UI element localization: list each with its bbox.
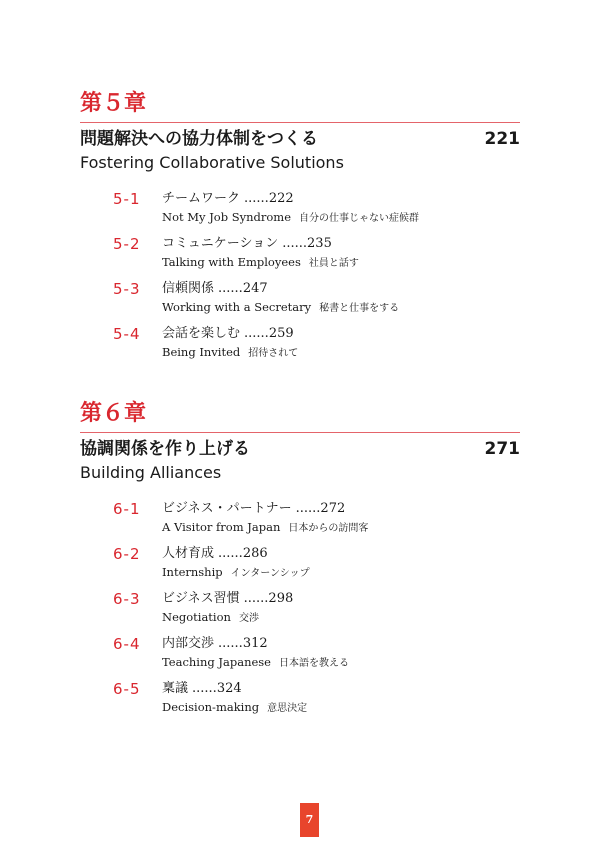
section-number: 6-4 [113, 635, 141, 653]
section-number: 6-3 [113, 590, 141, 608]
chapter-6 [80, 398, 520, 724]
chapter-title-jp: 協調関係を作り上げる [80, 439, 250, 459]
section-number: 5-3 [113, 280, 141, 298]
section-leader-dots: ...... [218, 546, 243, 561]
section-number: 5-1 [113, 190, 141, 208]
chapter-title-jp: 問題解決への協力体制をつくる [80, 129, 318, 149]
section-subtitle-jp: 意思決定 [267, 703, 308, 714]
section-title-jp: 会話を楽しむ [162, 326, 241, 341]
section-page-number: 298 [268, 591, 294, 606]
section-title-jp: 信頼関係 [162, 281, 215, 296]
section-leader-dots: ...... [243, 591, 269, 606]
section-subtitle-jp: インターンシップ [230, 568, 310, 579]
section-list [80, 189, 520, 369]
section-item [80, 634, 520, 679]
section-page-number: 286 [242, 546, 268, 561]
section-title-en: Decision-making [162, 700, 260, 714]
section-title-en: A Visitor from Japan [162, 520, 281, 534]
section-title-jp: ビジネス・パートナー [162, 501, 292, 516]
section-item [80, 279, 520, 324]
section-title-jp: チームワーク [162, 191, 241, 206]
chapter-title-en: Fostering Collaborative Solutions [80, 153, 344, 172]
chapter-label: 第６章 [80, 400, 147, 426]
section-item [80, 589, 520, 634]
section-title-en: Being Invited [162, 345, 241, 359]
section-item [80, 189, 520, 234]
section-title-en: Internship [162, 565, 223, 579]
section-number: 6-2 [113, 545, 141, 563]
section-page-number: 247 [242, 281, 268, 296]
section-title-en: Teaching Japanese [162, 655, 271, 669]
section-title-en: Not My Job Syndrome [162, 210, 292, 224]
section-page-number: 312 [242, 636, 268, 651]
chapter-divider [80, 432, 520, 433]
section-leader-dots: ...... [218, 636, 243, 651]
section-leader-dots: ...... [244, 191, 269, 206]
section-page-number: 222 [268, 191, 294, 206]
chapter-divider [80, 122, 520, 123]
section-page-number: 259 [268, 326, 294, 341]
chapter-page-number: 271 [484, 439, 520, 459]
section-number: 5-4 [113, 325, 141, 343]
section-leader-dots: ...... [295, 501, 321, 516]
chapter-label: 第５章 [80, 90, 147, 116]
section-number: 5-2 [113, 235, 141, 253]
section-subtitle-jp: 社員と話す [308, 258, 359, 269]
section-item [80, 679, 520, 724]
section-title-jp: 内部交渉 [162, 636, 215, 651]
section-subtitle-jp: 日本語を教える [279, 658, 349, 669]
section-page-number: 272 [320, 501, 346, 516]
section-item [80, 234, 520, 279]
section-title-jp: 人材育成 [162, 546, 215, 561]
section-subtitle-jp: 秘書と仕事をする [319, 303, 400, 314]
section-item [80, 499, 520, 544]
section-page-number: 324 [216, 681, 242, 696]
section-subtitle-jp: 自分の仕事じゃない症候群 [299, 213, 420, 224]
section-title-en: Working with a Secretary [162, 300, 312, 314]
section-number: 6-5 [113, 680, 141, 698]
section-title-jp: 稟議 [162, 681, 189, 696]
section-item [80, 324, 520, 369]
section-number: 6-1 [113, 500, 141, 518]
section-leader-dots: ...... [244, 326, 269, 341]
page-number-tab: 7 [300, 803, 319, 837]
chapter-heading-row [80, 126, 520, 152]
section-title-en: Talking with Employees [162, 255, 301, 269]
section-list [80, 499, 520, 724]
section-item [80, 544, 520, 589]
section-subtitle-jp: 招待されて [248, 348, 299, 359]
section-subtitle-jp: 交渉 [238, 613, 259, 624]
section-leader-dots: ...... [192, 681, 217, 696]
section-page-number: 235 [307, 236, 332, 251]
section-leader-dots: ...... [218, 281, 243, 296]
section-subtitle-jp: 日本からの訪問客 [288, 523, 369, 534]
section-title-en: Negotiation [162, 610, 231, 624]
section-leader-dots: ...... [282, 236, 308, 251]
chapter-heading-row [80, 436, 520, 462]
chapter-title-en: Building Alliances [80, 463, 222, 482]
section-title-jp: ビジネス習慣 [162, 591, 240, 606]
chapter-page-number: 221 [484, 129, 520, 149]
chapter-5 [80, 88, 520, 369]
section-title-jp: コミュニケーション [162, 236, 279, 251]
